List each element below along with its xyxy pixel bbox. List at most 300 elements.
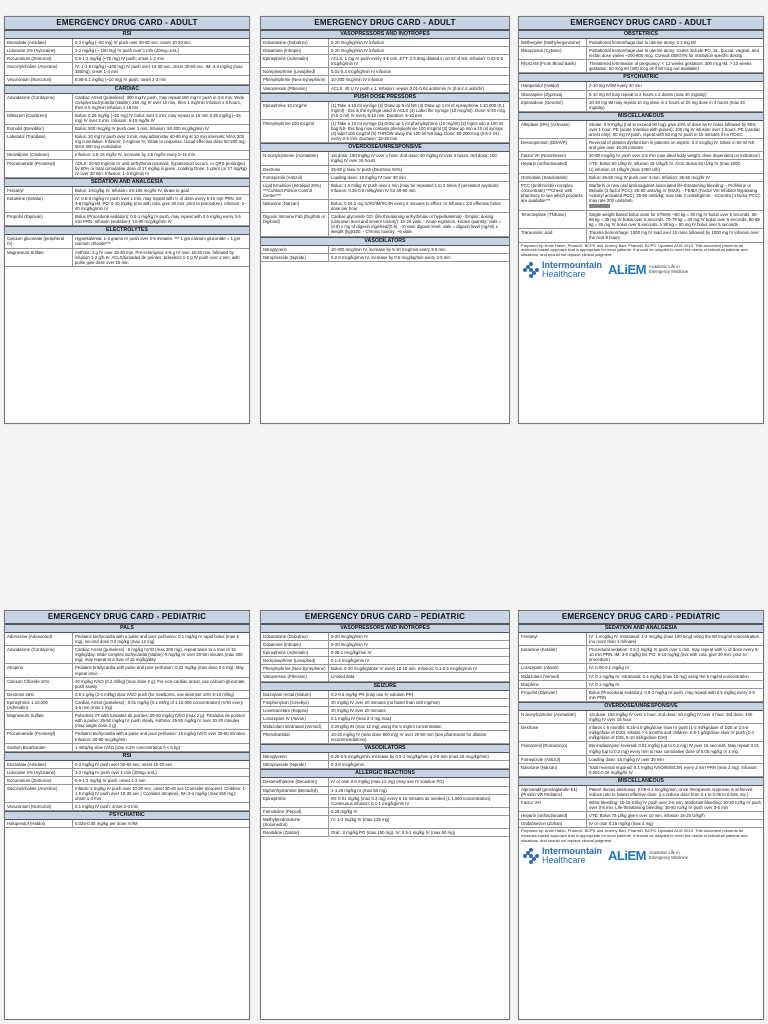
drug-dosing: Minor bleeding: 10-15 IU/kg IV push over 3-5 min. Moderate bleeding: 10-30 IU/kg IV push over 3-5 min. Life-threatening bleeding: 30-50 IU/kg IV push over 3-5 min <box>589 800 761 811</box>
section-heading: MISCELLANEOUS <box>519 777 763 786</box>
drug-dosing: Pediatric tachycardia with a pulse and poor perfusion: 0.1 mg/kg IV rapid bolus (max 6 mg), second dose 0.2 mg/kg (max 12 mg) <box>75 634 239 645</box>
drug-dosing: AOLS: 20-50 mg/min IV until arrhythmia resolved, hypotension occurs, or QRS prolonged by 50% or total cumulative dose of 17 mg/kg is given. Loading Dose: 1 gram (or 17 mg/kg) IV over 30 min. Infusion: 1-4 mg/min IV <box>75 160 247 176</box>
drug-dosing: 1st dose: 150 mg/kg IV over 1 hour. 2nd dose: 50 mg/kg IV over 4 hour. 3rd dose: 100 mg/kg IV over 16 hour <box>589 711 753 723</box>
drug-row <box>5 646 249 664</box>
drug-row <box>519 633 763 646</box>
section-heading: VASODILATORS <box>261 744 509 753</box>
drug-dosing: Pediatric bradycardia with pulse and poor perfusion: 0.02 mg/kg (max dose 0.5 mg). May repeat once. <box>75 665 244 676</box>
aliem-wordmark: ALiEM <box>608 848 646 864</box>
drug-dosing: Pulseless VT with torsades de pointes: 25-50 mg/kg IV/IO (max 2 g). Torsades de pointes with a pulse: 25-50 mg/kg IV, push slowly. Asthma: 25-50 mg/kg IV over 10-20 minutes (max single dose 2 g) <box>75 713 245 729</box>
drug-dosing: Bolus (Procedural sedation): 0.5-1 mg/kg IV push, may repeat with 0.5 mg/kg every 3-5 min PRN. Infusion (sedation): 10-80 mcg/kg/min IV <box>75 214 241 225</box>
drug-name: Famotidine (Pepcid) <box>261 808 329 815</box>
drug-row <box>519 47 763 60</box>
aliem-logo <box>608 848 697 863</box>
section-heading: OBSTETRICS <box>519 30 763 39</box>
drug-row <box>261 715 509 723</box>
drug-row <box>261 795 509 808</box>
drug-dosing: Postabortal hemorrhage due to uterine atony: 0.2 mg IM <box>589 40 696 45</box>
drug-row <box>519 764 763 777</box>
aliem-tagline: Academic Life in Emergency Medicine <box>648 264 689 274</box>
drug-row <box>5 63 249 76</box>
drug-row <box>519 689 763 702</box>
drug-name: Levetiracetam (Keppra) <box>261 707 329 714</box>
drug-row <box>5 664 249 677</box>
drug-dosing: Asthma: 2 g IV over 15-30 min. Pre-eclampsia: 4-6 g IV over 15-20 min, followed by infusion 1-2 g/h IV. ACLS/torsades de pointes: pulseless 1-2 g IV push over 1 min, with pulse give dose over 15 min <box>75 249 240 265</box>
drug-name: Epinephrine 1:10,000 (Adrenalin) <box>5 699 73 711</box>
drug-row <box>261 174 509 182</box>
drug-row <box>519 742 763 755</box>
card-title: EMERGENCY DRUG CARD – PEDIATRIC <box>261 611 509 624</box>
drug-name: Epinephrine <box>261 795 329 807</box>
drug-dosing: Total reversal required: 0.1 mg/kg IV/IO/IM/SC/IN every 2 min PRN (max 2 mg). Infusion: 0.002-0.16 mg/kg/hr IV <box>589 764 758 775</box>
drug-dosing: IV or oral: 0.15 mg/kg (max 4 mg) <box>589 821 653 827</box>
drug-row <box>519 812 763 820</box>
drug-dosing: Trauma hemorrhage: 1000 mg IV load over 10 mins followed by 1000 mg IV infusion over the next 8 hours <box>589 230 759 241</box>
section-heading: RSI <box>5 30 249 39</box>
drug-name: Vasopressin (Pitressin) <box>261 673 329 680</box>
section-heading: SEDATION AND ANALGESIA <box>5 178 249 187</box>
drug-name: Phenylephrine 100 mcg/ml <box>261 120 329 142</box>
drug-name: Factor VIII <box>519 799 587 811</box>
section-heading: SEIZURE <box>261 682 509 691</box>
drug-row <box>519 724 763 742</box>
drug-row <box>261 213 509 236</box>
drug-row <box>519 646 763 664</box>
drug-row <box>261 166 509 174</box>
drug-row <box>5 777 249 785</box>
drug-dosing: IV or oral: 0.6 mg/kg (max 12 mg) (may use IV solution PO) <box>331 779 444 785</box>
drug-dosing: IM: 0.01 mg/kg (max 0.3 mg) every 5-15 minutes as needed (1:1,000 concentration). Continuous infusion: 0.1-1 mcg/kg/min IV <box>331 795 492 806</box>
drug-dosing: 5-20 mcg/kg/min IV <box>331 642 369 648</box>
section-heading: VASOPRESSORS AND INOTROPES <box>261 624 509 633</box>
drug-row <box>261 787 509 795</box>
drug-row <box>519 664 763 672</box>
drug-dosing: Bolus: 1mcg/kg IV. Infusion: 25-150 mcg/hr IV, titrate to goal <box>75 187 189 193</box>
drug-row <box>5 76 249 84</box>
drug-dosing: Postabortal hemorrhage due to uterine atony: routes include PO, SL, buccal, vaginal, and rectal; dose varies ~200-800 mcg. Consult OB/GYN for institution specific dosing <box>589 48 759 59</box>
drug-row <box>5 47 249 55</box>
card-pediatric-2 <box>260 610 510 1020</box>
drug-name: Ondansetron (Zofran) <box>519 820 587 827</box>
drug-dosing: 0.1 mg/kg IV push; onset 2-3 min <box>75 804 139 810</box>
drug-name: N-acetylcysteine (Acetadote) <box>519 711 587 723</box>
drug-row <box>519 673 763 681</box>
drug-dosing: Threatened termination of pregnancy: < 13 weeks gestation: 300 mcg IM. > 13 weeks gestation: 50 mcg IM (300 mcg ok if 50 mcg not available) <box>589 61 752 72</box>
drug-name: Epinephrine (Adrenalin) <box>261 649 329 656</box>
drug-dosing: 0.3 mg/kg (~20 mg) IV push over 30-60 sec; onset 10-20 sec <box>75 40 191 45</box>
drug-dosing: 1 mEq/kg slow IV/IO (Use 4.2% concentration if < 5 kg) <box>75 744 180 750</box>
drug-dosing: 20 mg/kg IV/IO (0.2 ml/kg) (max dose 2 g). For non-cardiac arrest, use calcium gluconate, push slowly <box>75 678 246 689</box>
section-heading: PSYCHIATRIC <box>5 811 249 820</box>
drug-dosing: IV: 0.05-0.1 mg/kg IV <box>589 665 630 671</box>
drug-row <box>261 633 509 641</box>
drug-row <box>261 808 509 816</box>
drug-dosing: 10-20 mg IM may repeat 10 mg dose in 2 hours or 20 mg dose in 4 hours (max 40 mg/day) <box>589 99 745 110</box>
drug-dosing: 1-2 mg/kg IV push over 1 min (20mg=1mL) <box>75 769 157 775</box>
drug-name: Succinylcholine (Anectine) <box>5 785 73 802</box>
drug-name: Tenecteplase (TNKase) <box>519 211 587 228</box>
drug-name: Nitroglycerin <box>261 246 329 253</box>
drug-name: Naloxone (Narcan) <box>519 764 587 776</box>
drug-row <box>261 816 509 829</box>
drug-name: Phenylephrine (Neo-Synephrine) <box>261 76 329 83</box>
drug-dosing: Bolus: 20 mg IV push over 2 min; may administer 40-80 mg at 10 min intervals; MAX 300 mg cumulative. Infusion: 2 mg/min IV, titrate to response. Usual effective dose 50-200 mg; MAX 300 mg cumulative <box>75 134 246 150</box>
drug-row <box>519 182 763 211</box>
drug-row <box>261 641 509 649</box>
drug-dosing: 5-20 mcg/kg/min IV infusion <box>331 48 385 54</box>
drug-dosing: 0.025-0.05 mg/kg per dose IV/IM <box>75 821 138 827</box>
drug-name: Ketamine (Ketalar) <box>5 195 73 212</box>
drug-dosing: IV: 1-1.5 mg/kg (~100 mg) IV push over 10-30 sec; onset 30-60 sec. IM: 3-4 mg/kg (max 150mg); onset 1-4 min <box>75 64 243 75</box>
drug-row <box>5 133 249 151</box>
drug-dosing: 0.5-1 g/kg (2-4 ml/kg) slow IV/IO push (for newborns, use dextrose 10% 5-10 ml/kg) <box>75 691 235 697</box>
drug-dosing: ACLS: 1 mg IV push every 3-5 min. ETT: 2-2.5mg diluted in 10 ml of NS. Infusion: 0.02-0.5 mcg/kg/min IV <box>331 56 503 67</box>
drug-row <box>5 213 249 226</box>
card-title: EMERGENCY DRUG CARD - ADULT <box>261 17 509 30</box>
drug-dosing: Pediatric tachycardia with a pulse and poor perfusion: 15 mg/kg IV/IO over 30-60 minutes. Infusion: 20-80 mcg/kg/min <box>75 731 247 742</box>
drug-dosing: 0.3-8 mcg/kg/min <box>331 762 364 768</box>
drug-name: Propofol (Diprivan) <box>519 689 587 701</box>
drug-name: Fomepizole (Antizol) <box>519 756 587 763</box>
drug-name: RhoGAM (From Blood Bank) <box>519 60 587 72</box>
drug-row <box>261 761 509 769</box>
drug-name: Epinephrine 10 mcg/ml <box>261 102 329 119</box>
drug-name: Vecuronium (Norcuron) <box>5 803 73 810</box>
drug-name: Methylprednisolone (Solumedrol) <box>261 816 329 828</box>
section-heading: ELECTROLYTES <box>5 226 249 235</box>
drug-row <box>261 691 509 699</box>
drug-dosing: Bolus: 25-50 mcg IV push over 3 min. Infusion: 25-50 mcg/hr IV <box>589 174 710 180</box>
drug-name: Desmopressin (DDAVP) <box>519 139 587 151</box>
drug-dosing: Bolus: 0.25 mg/kg (~20 mg) IV bolus over 2 min; may repeat in 15 min 0.35 mg/kg (~25 mg) IV over 2 min. Infusion: 5-15 mg/hr IV <box>75 112 241 123</box>
drug-name: Phenylephrine (Neo-Synephrine) <box>261 665 329 672</box>
card-pediatric-1 <box>4 610 250 1020</box>
drug-row <box>261 731 509 744</box>
drug-name: Dobutamine (Dobutrex) <box>261 39 329 46</box>
drug-row <box>5 691 249 699</box>
drug-name: PCC (prothrombin complex concentrate) ***Check with pharmacy to see which products are available*** <box>519 182 587 210</box>
drug-name: Ketamine (Ketalar) <box>519 646 587 663</box>
drug-dosing: Bolus (Procedural sedation): 0.5-1 mg/kg IV push, may repeat with 0.5 mg/kg every 3-5 min PRN <box>589 689 755 700</box>
drug-name: Etomidate (Amidate) <box>5 39 73 46</box>
drug-name: Lorazepam (Ativan) <box>519 664 587 671</box>
drug-dosing: IV: 1-2 mg/kg IV (max 125 mg) <box>331 816 390 822</box>
drug-dosing: Cardiac Arrest (pulseless): 300 mg IV push, may repeat 150 mg IV push in 3-5 min. Wide complex tachycardia (stable): 150 mg IV over 10 min, then 1 mg/min infusion x 6 hours, then 0.5 mg/min infusion x 18 hrs <box>75 94 245 110</box>
drug-row <box>5 112 249 125</box>
drug-row <box>261 254 509 262</box>
drug-row <box>5 125 249 133</box>
drug-name: Esmolol (Brevibloc) <box>5 125 73 132</box>
intermountain-icon <box>523 848 539 864</box>
drug-dosing: 10-300 mcg/min IV, increase by 5-10 mcg/min every 3-5 min <box>331 246 446 252</box>
drug-dosing: Bolus: 5-20 mcg/kg/dose IV every 10-15 min. Infusion: 0.1-0.5 mcg/kg/min IV <box>331 666 478 672</box>
drug-name: Lipid Emulsion (Intralipid 20%) ***Contact Poison Control Center*** <box>261 182 329 199</box>
drug-row <box>261 39 509 47</box>
drug-dosing: Loading dose: 15 mg/kg IV over 30 min <box>589 756 664 762</box>
drug-row <box>519 152 763 160</box>
drug-name: Lidocaine 2% (Xylocaine) <box>5 769 73 776</box>
drug-name: Nicardipine (Cardene) <box>5 151 73 158</box>
drug-dosing: 0.25 mg/kg IV <box>331 808 358 814</box>
aliem-logo <box>608 262 697 277</box>
drug-row <box>261 182 509 200</box>
intermountain-line2: Healthcare <box>542 854 586 865</box>
drug-row <box>519 121 763 139</box>
drug-name: Ziprasidone (Geodon) <box>519 99 587 111</box>
drug-row <box>261 665 509 673</box>
drug-row <box>519 82 763 90</box>
drug-name: Fomepizole (Antizol) <box>261 174 329 181</box>
drug-dosing: 20-80 mcg/kg IV push over 2-5 min (use ideal body weight, dose dependent on indication) <box>589 153 760 159</box>
drug-name: Fosphenytoin (Cerebyx) <box>261 699 329 706</box>
credits-note: Prepared by: Amie Hatch, PharmD, BCPS and Jeremy Barr, PharmD, BCPS. Updated AUG 2013. This document presents an evidence-based approach that is appropriate for most patients. It should be adapted to meet the needs of individual patients and situations, and should not replace clinical judgment. <box>521 828 748 844</box>
drug-dosing: Bolus: 500 mcg/kg IV push over 1 min. Infusion: 50-300 mcg/kg/min IV <box>75 126 209 132</box>
drug-dosing: Stroke: 0.9 mg/kg (not to exceed 90 mg), give 10% of dose as IV bolus followed by 90% over 1 hour. PE (acute massive with pulses): 100 mg IV infusion over 2 hours. PE (cardiac arrest only): 50 mg IV push, repeat with 50 mg IV push in 15 minutes if no ROSC <box>589 121 761 138</box>
drug-name: Procainamide (Pronestyl) <box>5 160 73 177</box>
drug-row <box>261 120 509 143</box>
section-heading: SEDATION AND ANALGESIA <box>519 624 763 633</box>
drug-row <box>261 753 509 761</box>
drug-row <box>5 699 249 712</box>
drug-name: Alteplase (tPA) (Activase) <box>519 121 587 138</box>
drug-name: N-acetylcysteine (Acetadote) <box>261 152 329 164</box>
drug-dosing: 10-200 mcg/min IV infusion <box>331 77 384 83</box>
drug-row <box>519 91 763 99</box>
drug-row <box>261 649 509 657</box>
drug-dosing: 0.05-1 mcg/kg/min IV <box>331 650 372 656</box>
drug-name: Dexamethasone (Decadron) <box>261 778 329 785</box>
drug-row <box>261 85 509 93</box>
drug-row <box>519 229 763 242</box>
drug-name: Dopamine (Intropin) <box>261 47 329 54</box>
drug-dosing: Benzodiazepine reversal: 0.01 mg/kg (up to 0.2 mg) IV over 15 seconds. May repeat 0.01 mg/kg (up to 0.2 mg) every min to max cumulative dose of 0.05 mg/kg or 1 mg. <box>589 743 760 754</box>
drug-row <box>519 174 763 182</box>
drug-dosing: Bolus: 1.5 ml/kg IV push over 1 min (may be repeated 1 to 2 times if persistent asystole). Infusion: 0.25-0.5 ml/kg/min IV for 30-60 min <box>331 182 500 193</box>
drug-dosing: Procedural sedation: 0.5-2 mg/kg IV push over 1 min, may repeat with ½ of dose every 5-10 min PRN. IM: 3-8 mg/kg IM. PO: 6-10 mg/kg (mix with cola, give 30 min. prior to procedure) <box>589 647 759 663</box>
drug-row <box>261 778 509 786</box>
drug-name: Diltiazem (Cardizem) <box>5 112 73 124</box>
section-heading: PUSH DOSE PRESSORS <box>261 93 509 102</box>
drug-row <box>261 829 509 837</box>
drug-name: Vecuronium (Norcuron) <box>5 76 73 83</box>
drug-row <box>261 707 509 715</box>
drug-dosing: IV: 0.1 mg/kg IV. Intranasal: 0.4 mg/kg (max 10 mg) using the 5 mg/ml concentration <box>589 673 749 679</box>
drug-name: Methergine (Methylergonovine) <box>519 39 587 46</box>
drug-row <box>519 799 763 812</box>
section-heading: ALLERGIC REACTIONS <box>261 769 509 778</box>
drug-dosing: 0.2mg/kg IN (max 12 mg) using the 5 mg/ml concentration <box>331 723 442 729</box>
drug-name: Morphine <box>519 681 587 688</box>
drug-row <box>261 699 509 707</box>
drug-row <box>5 633 249 646</box>
drug-name: Amiodarone (Cordarone) <box>5 94 73 111</box>
drug-name: Procainamide (Pronestyl) <box>5 730 73 742</box>
drug-name: Sodium Bicarbonate <box>5 744 73 751</box>
drug-name: Atropine <box>5 664 73 676</box>
drug-name: Ranitidine (Zantac) <box>261 829 329 836</box>
drug-row <box>519 139 763 152</box>
logo-row <box>519 845 763 867</box>
section-heading: VASOPRESSORS AND INOTROPES <box>261 30 509 39</box>
drug-dosing: 5-20 mcg/kg/min IV infusion <box>331 40 385 45</box>
section-heading: OVERDOSE/UNRESPONSIVE <box>261 143 509 152</box>
section-heading: PALS <box>5 624 249 633</box>
drug-row <box>261 68 509 76</box>
drug-name: Nitroprusside (Nipride) <box>261 254 329 261</box>
drug-name: Dextrose <box>519 724 587 741</box>
aliem-tagline: Academic Life in Emergency Medicine <box>648 850 689 860</box>
drug-row <box>5 712 249 730</box>
drug-name: Dextrose 25% <box>5 691 73 698</box>
drug-row <box>519 211 763 229</box>
drug-name: Nitroglycerin <box>261 753 329 760</box>
drug-name: Haloperidol (Haldol) <box>5 820 73 827</box>
drug-row <box>5 235 249 248</box>
drug-dosing: 0.6-1.2 mg/kg (~70 mg) IV push; onset 1-2 min <box>75 56 164 62</box>
drug-dosing: Cardiac Arrest (pulseless) : 0.01 mg/kg (0.1 ml/kg of 1:10,000 concentration) IV/IO every 3-5 min (max 1 mg) <box>75 699 243 711</box>
drug-row <box>5 187 249 195</box>
drug-dosing: Infants ≤ 6 months: 0.25-0.5 g/kg/dose slow IV push (1-2 ml/kg/dose of D25 or 2.5-5 ml/kg/dose of D10). Infants > 6 months and children: 0.5-1 g/kg/dose slow IV push (2-4 ml/kg/dose of D25, 5-10 ml/kg/dose D10) <box>589 725 754 741</box>
drug-name: Norepinephrine (Levophed) <box>261 657 329 664</box>
drug-row <box>519 60 763 73</box>
drug-name: Adenosine (Adenocard) <box>5 633 73 645</box>
section-heading: CARDIAC <box>5 85 249 94</box>
drug-name: Tranexamic acid <box>519 229 587 241</box>
drug-row <box>261 55 509 68</box>
drug-dosing: 0.2-0.5 mg/kg PR (may use IV solution PR) <box>331 691 414 697</box>
drug-dosing: Reversal of platelet dysfunction in patients on aspirin: 0.3 mcg/kg IV. Dilute in 50 ml NS and give over 15-30 minutes <box>589 140 755 151</box>
drug-row <box>261 657 509 665</box>
drug-row <box>519 160 763 173</box>
drug-name: Vasopressin (Pitressin) <box>261 85 329 92</box>
drug-row <box>261 246 509 254</box>
drug-dosing: 0.01-0.3 mcg/kg/min IV infusion <box>331 69 392 75</box>
drug-dosing: 1-2 mg/kg (~ 100 mg) IV push over 1 min (20mg=1mL) <box>75 48 179 54</box>
drug-dosing: 20 mg/kg IV over 20 minutes (no faster than 150 mg/min) <box>331 699 440 705</box>
intermountain-logo <box>523 261 602 279</box>
drug-name: Flumazenil (Romazicon) <box>519 742 587 754</box>
drug-name: Rocuronium (Zemuron) <box>5 55 73 62</box>
drug-dosing: Cardiac glycoside OD: (life threatening arrhythmias or hyperkalemia) - Empiric dosing (unknown level and severe toxicity): 10-20 vials. - Acute ingestion, known quantity: vials = (0.8) x mg of digoxin ingested/(0.5). - Known digoxin level: vials = digoxin level (ng/ml) x weight (kg)/100. - Chronic toxicity: ~6 vials <box>331 214 501 235</box>
drug-name: Midazolam intranasal (Versed) <box>261 723 329 730</box>
card-adult-2 <box>260 16 510 424</box>
drug-name: Fentanyl <box>519 633 587 645</box>
drug-dosing: Cardiac Arrest (pulseless) : 5 mg/kg IV/IO (max 300 mg), repeat twice to a max of 15 mg/kg/day. Wide complex tachycardia (stable): 5 mg/kg IV over 20-60 minutes (max 300 mg), may repeat to a max of 15 mg/kg/day <box>75 647 243 663</box>
drug-name: Heparin (unfractionated) <box>519 812 587 819</box>
drug-name: Midazolam (Versed) <box>519 673 587 680</box>
drug-dosing: IV: 0.5-2 mg/kg IV push over 1 min, may repeat with ½ of dose every 5-10 min PRN. IM: 3-8 mg/kg IM. PO: 6-10 mg/kg (mix with cola, give 30 min. prior to procedure). Infusion: 2-40 mcg/kg/min IV <box>75 195 246 212</box>
drug-dosing: VTE: Bolus 75 U/kg given over 10 min, infusion 15-20 U/kg/h <box>589 813 705 819</box>
drug-row <box>519 681 763 689</box>
drug-dosing: Patent ductus arteriosus: 0.05-0.1 mcg/kg/min; once therapeutic response is achieved reduce rate to lowest effective dose. (i.e reduce dose from 0.1 to 0.05 to 0.025, etc.) <box>589 786 753 797</box>
drug-row <box>5 249 249 267</box>
drug-row <box>5 820 249 828</box>
card-title: EMERGENCY DRUG CARD - ADULT <box>5 17 249 30</box>
drug-dosing: IV: 0.1 mg/kg IV <box>589 681 620 687</box>
drug-name: Norepinephrine (Levophed) <box>261 68 329 75</box>
drug-row <box>519 756 763 764</box>
drug-dosing: Hyperkalemia: 1-3 grams IV push over 3-5 minutes. *** 1 gm calcium gluconate = 1 gm calcium chloride*** <box>75 236 241 247</box>
drug-name: Propofol (Diprivan) <box>5 213 73 225</box>
pcc-table-cell <box>605 207 610 208</box>
intermountain-logo <box>523 847 602 865</box>
section-heading: RSI <box>5 752 249 761</box>
drug-row <box>5 39 249 47</box>
drug-row <box>519 786 763 799</box>
drug-dosing: Infants: 2 mg/kg IV push over 10-30 sec; onset 30-60 sec (Consider atropine). Children: 1-1.5 mg/kg IV push over 10-30 sec ( Consider atropine). IM: 3-4 mg/kg (max 150 mg); onset 1-4 min <box>75 785 247 802</box>
drug-dosing: Loading dose: 15 mg/kg IV over 30 min <box>331 174 406 180</box>
drug-dosing: VTE: Bolus 80 U/kg IV, infusion 18 U/kg/h IV. ACS: Bolus 60 U/kg IV (max 4000 U),infusion 12 U/kg/h (max 1000 U/h) <box>589 161 740 172</box>
drug-row <box>5 151 249 159</box>
drug-row <box>261 152 509 165</box>
section-heading: MISCELLANEOUS <box>519 112 763 121</box>
drug-dosing: 10-20 mg/kg IV (max dose 800 mg) IV over 20-60 min (see pharmacist for dilution recommendations) <box>331 732 487 743</box>
drug-row <box>5 730 249 743</box>
drug-dosing: Infusion: 2.5-15 mg/hr IV, increase by 2.5 mg/hr every 5-15 min <box>75 152 195 158</box>
drug-name: Calcium gluconate (peripheral IV) <box>5 235 73 247</box>
card-title: EMERGENCY DRUG CARD - PEDIATRIC <box>519 611 763 624</box>
drug-dosing: (1) Take a 10 ml syringe (2) Draw up 9 ml NS (3) Draw up 1 ml of epinephrine 1:10,000 (0.1 mg/ml) - this is the syringe used in ACLS (4) Label the syringe (10 mcg/ml). Dose: 5-20 mcg (0.5-2 ml) IV every 5-10 min. Duration: 5-10 min <box>331 102 506 118</box>
drug-name: Lidocaine 2% (Xylocaine) <box>5 47 73 54</box>
drug-row <box>5 744 249 752</box>
drug-name: Misoprostol (Cytotec) <box>519 47 587 59</box>
drug-name: Diazepam rectal (Valium) <box>261 691 329 698</box>
drug-dosing: Single weight based bolus dose for STEMI: <60 kg = 30 mg IV bolus over 5 seconds. 60-69 kg = 35 mg IV bolus over 5 seconds. 70-79 kg = 40 mg IV bolus over 5 seconds. 80-89 kg = 45 mg IV bolus over 5 seconds. ≥ 90 kg = 50 mg IV bolus over 5 seconds <box>589 212 760 228</box>
card-title: EMERGENCY DRUG CARD - ADULT <box>519 17 763 30</box>
drug-name: Lorazepam IV (Ativan) <box>261 715 329 722</box>
section-heading: PSYCHIATRIC <box>519 73 763 82</box>
drug-row <box>5 195 249 213</box>
drug-dosing: 1st dose: 150 mg/kg IV over 1 hour. 2nd dose: 50 mg/kg IV over 4 hours. 3rd dose: 100 mg/kg IV over 16 hours <box>331 153 497 164</box>
drug-dosing: 20 mg/kg IV over 20 minutes <box>331 707 386 713</box>
drug-row <box>519 820 763 828</box>
drug-row <box>5 769 249 777</box>
drug-row <box>5 160 249 178</box>
intermountain-line1: Intermountain <box>542 259 602 270</box>
drug-name: Dopamine (Intropin) <box>261 641 329 648</box>
drug-dosing: Limited data <box>331 674 355 680</box>
drug-name: Alprostadil (prostaglandin E1) (Prostin VR Pediatric) <box>519 786 587 798</box>
drug-name: Factor VII (NovoSeven) <box>519 152 587 159</box>
drug-dosing: 0.2-8 mcg/kg/min IV, increase by 0.5 mcg/kg/min every 3-5 min <box>331 254 451 260</box>
card-adult-1 <box>4 16 250 424</box>
drug-dosing: 0.08-0.1 mg/kg (~10 mg) IV push; onset 2-3 min <box>75 77 167 83</box>
drug-dosing: 0.25-0.5 mcg/kg/min, increase by 0.5-1 mcg/kg/min q 3-5 min (max 20 mcg/kg/min) <box>331 754 489 760</box>
drug-name: Fentanyl <box>5 187 73 194</box>
drug-row <box>519 99 763 112</box>
drug-dosing: 25-50 g slow IV push (Dextrose 50%) <box>331 166 403 172</box>
drug-row <box>261 673 509 681</box>
intermountain-icon <box>523 262 539 278</box>
drug-dosing: (1) Take a 10 ml syringe (2) Draw up 1 ml phenylephrine (10 mg/ml) (2) Inject into a 100 ml bag NS- this bag now contains phenylephrine 100 mcg/ml (2) Draw up into a 10 ml syringe (4) label 100 mcg/ml (5) THROW away the 100 ml NS bag. Dose: 50-200 mcg (0.5-2 ml) every 2-5 min. Duration: 15-20 min <box>331 120 504 142</box>
credits-note: Prepared by: Amie Hatch, PharmD, BCPS and Jeremy Barr, PharmD, BCPS. Updated AUG 2013. This document presents an evidence-based approach that is appropriate for most patients. It should be adapted to meet the needs of individual patients and situations, and should not replace clinical judgment. <box>521 242 748 258</box>
drug-name: Nitroprusside (Nipride) <box>261 761 329 768</box>
logo-row <box>519 259 763 281</box>
intermountain-wordmark <box>542 261 602 279</box>
drug-name: Dextrose <box>261 166 329 173</box>
drug-dosing: Warfarin or new oral anticoagulant associated life-threatening bleeding: - Profilnine or Bebulin (3 factor PCC): 25-50 units/kg IV (MAX). - FEIBA (Factor VIII Inhibitor Bypassing Activity/ activated PCC): 25-50 units/kg; max rate 2 units/kg/min. - KCentra (4 factor PCC): max rate 200 units/min <box>587 182 763 210</box>
drug-dosing: ACLS: 40 U IV push x 1. Infusion: sepsis 0.01-0.04 units/min IV (0.6-2.4 units/hr) <box>331 85 485 91</box>
drug-dosing: 1-1.25 mg/kg IV (max 50 mg) <box>331 787 387 793</box>
drug-dosing: 0.1 mg/kg IV (max 2-4 mg max) <box>331 715 392 721</box>
drug-row <box>519 711 763 724</box>
intermountain-line1: Intermountain <box>542 845 602 856</box>
drug-name: Olanzapine (Zyprexa) <box>519 91 587 98</box>
drug-dosing: 0.6-1.2 mg/kg IV push; onset 1-2 min <box>75 777 146 783</box>
drug-name: Heparin (unfractionated) <box>519 160 587 172</box>
drug-name: Dobutamine (Dobutrex) <box>261 633 329 640</box>
card-title: EMERGENCY DRUG CARD - PEDIATRIC <box>5 611 249 624</box>
